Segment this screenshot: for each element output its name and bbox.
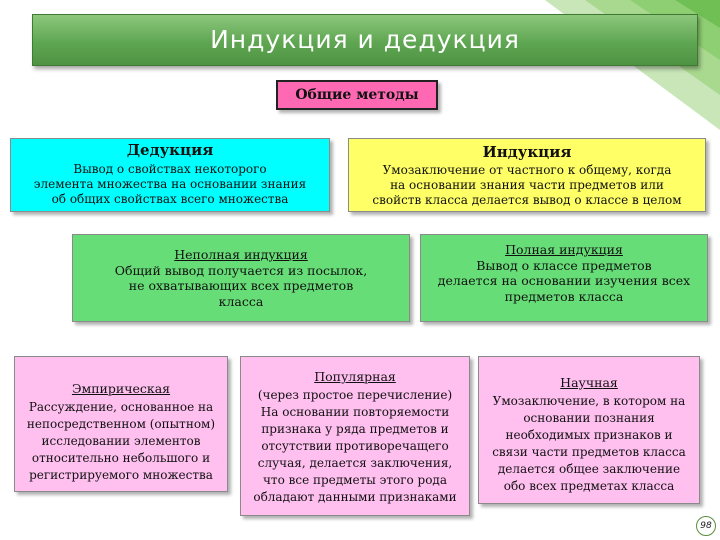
deduction-label: Дедукция: [126, 141, 214, 159]
deduction-text: Вывод о свойствах некоторого элемента множества на основании знания об общих свойствах всего множества: [33, 162, 307, 206]
page-number: 98: [696, 516, 716, 536]
popular-label: Популярная: [314, 369, 396, 384]
incomplete-induction-label: Неполная индукция: [174, 247, 308, 262]
complete-induction-box: [420, 234, 708, 322]
scientific-box: [478, 356, 700, 504]
incomplete-induction-box: [72, 234, 410, 322]
complete-induction-label: Полная индукция: [505, 242, 623, 257]
general-methods-box: [276, 80, 438, 110]
scientific-label: Научная: [560, 375, 618, 390]
induction-box: [348, 138, 706, 212]
empirical-text: Рассуждение, основанное на непосредственном (опытном) исследовании элементов относительно небольшого и регистрируемого множества: [26, 400, 216, 482]
popular-text: (через простое перечисление) На основании повторяемости признака у ряда предметов и отсутствии противоречащего случая, делается заключения, что все предметы этого рода обладают данными признаками: [253, 388, 457, 504]
empirical-box: [14, 356, 228, 492]
empirical-label: Эмпирическая: [71, 381, 171, 396]
slide-title: Индукция и дедукция: [32, 14, 698, 66]
scientific-text: Умозаключение, в котором на основании познания необходимых признаков и связи части предметов класса делается общее заключение обо всех предметах класса: [492, 394, 686, 493]
popular-box: [240, 356, 470, 516]
incomplete-induction-text: Общий вывод получается из посылок, не охватывающих всех предметов класса: [114, 262, 368, 309]
deduction-box: [10, 138, 330, 212]
induction-text: Умозаключение от частного к общему, когда на основании знания части предметов или свойств класса делается вывод о классе в целом: [372, 163, 682, 207]
induction-label: Индукция: [482, 143, 572, 161]
general-methods-label: Общие методы: [295, 87, 419, 103]
complete-induction-text: Вывод о классе предметов делается на основании изучения всех предметов класса: [437, 257, 691, 304]
